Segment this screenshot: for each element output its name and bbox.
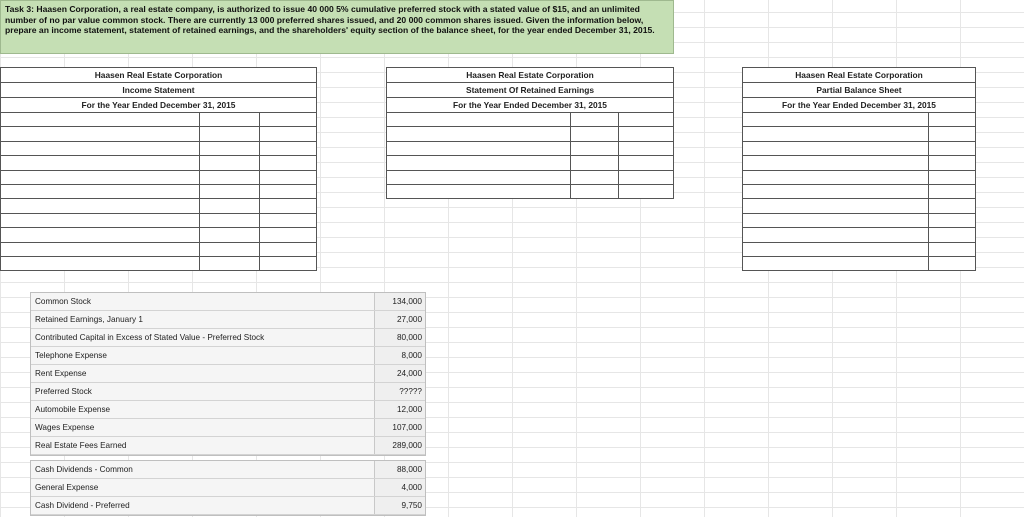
balance-sheet-cell[interactable] (929, 142, 975, 155)
income-statement-row (1, 127, 316, 141)
balance-sheet-row (743, 257, 975, 271)
account-label[interactable]: Cash Dividend - Preferred (31, 497, 375, 514)
income-statement-title[interactable]: Income Statement (1, 83, 316, 98)
balance-sheet-cell[interactable] (929, 243, 975, 256)
balance-sheet-row (743, 127, 975, 141)
account-value[interactable]: 8,000 (375, 347, 425, 364)
balance-sheet-cell[interactable] (743, 228, 929, 241)
retained-earnings-cell[interactable] (387, 142, 571, 155)
account-label[interactable]: Common Stock (31, 293, 375, 310)
balance-sheet-row (743, 171, 975, 185)
retained-earnings-row (387, 127, 673, 141)
retained-earnings-row (387, 113, 673, 127)
balance-sheet-cell[interactable] (743, 156, 929, 169)
balance-sheet-row (743, 199, 975, 213)
balance-sheet-block (742, 67, 976, 271)
account-value[interactable]: 88,000 (375, 461, 425, 478)
income-statement-period[interactable]: For the Year Ended December 31, 2015 (1, 98, 316, 113)
retained-earnings-cell[interactable] (619, 185, 673, 198)
income-statement-cell[interactable] (260, 257, 316, 270)
account-row (31, 437, 425, 455)
balance-sheet-company[interactable]: Haasen Real Estate Corporation (743, 68, 975, 83)
balance-sheet-cell[interactable] (743, 113, 929, 126)
balance-sheet-cell[interactable] (743, 142, 929, 155)
income-statement-cell[interactable] (1, 214, 200, 227)
balance-sheet-period[interactable]: For the Year Ended December 31, 2015 (743, 98, 975, 113)
retained-earnings-cell[interactable] (387, 171, 571, 184)
balance-sheet-cell[interactable] (743, 257, 929, 270)
balance-sheet-row (743, 156, 975, 170)
retained-earnings-company[interactable]: Haasen Real Estate Corporation (387, 68, 673, 83)
account-label[interactable]: Retained Earnings, January 1 (31, 311, 375, 328)
income-statement-cell[interactable] (1, 199, 200, 212)
income-statement-row (1, 228, 316, 242)
retained-earnings-cell[interactable] (387, 113, 571, 126)
income-statement-row (1, 185, 316, 199)
account-label[interactable]: Contributed Capital in Excess of Stated Value - Preferred Stock (31, 329, 375, 346)
account-value[interactable]: 12,000 (375, 401, 425, 418)
account-label[interactable]: Real Estate Fees Earned (31, 437, 375, 454)
retained-earnings-cell[interactable] (619, 142, 673, 155)
income-statement-cell[interactable] (260, 171, 316, 184)
account-row (31, 461, 425, 479)
retained-earnings-row (387, 156, 673, 170)
balance-sheet-cell[interactable] (929, 156, 975, 169)
income-statement-cell[interactable] (200, 214, 260, 227)
balance-sheet-cell[interactable] (743, 199, 929, 212)
retained-earnings-cell[interactable] (387, 185, 571, 198)
account-label[interactable]: Rent Expense (31, 365, 375, 382)
income-statement-cell[interactable] (1, 243, 200, 256)
income-statement-cell[interactable] (260, 243, 316, 256)
retained-earnings-cell[interactable] (571, 185, 619, 198)
account-label[interactable]: Telephone Expense (31, 347, 375, 364)
income-statement-row (1, 156, 316, 170)
account-row (31, 311, 425, 329)
income-statement-cell[interactable] (1, 228, 200, 241)
income-statement-cell[interactable] (1, 156, 200, 169)
income-statement-cell[interactable] (200, 243, 260, 256)
balance-sheet-cell[interactable] (929, 199, 975, 212)
income-statement-row (1, 214, 316, 228)
balance-sheet-row (743, 228, 975, 242)
income-statement-cell[interactable] (200, 228, 260, 241)
account-row (31, 419, 425, 437)
balance-sheet-cell[interactable] (929, 185, 975, 198)
balance-sheet-cell[interactable] (929, 113, 975, 126)
account-label[interactable]: Wages Expense (31, 419, 375, 436)
account-value[interactable]: 4,000 (375, 479, 425, 496)
income-statement-cell[interactable] (1, 142, 200, 155)
balance-sheet-cell[interactable] (743, 185, 929, 198)
account-row (31, 401, 425, 419)
balance-sheet-grid (742, 113, 976, 271)
income-statement-cell[interactable] (200, 156, 260, 169)
retained-earnings-block (386, 67, 674, 199)
balance-sheet-cell[interactable] (929, 228, 975, 241)
retained-earnings-grid (386, 113, 674, 199)
account-label[interactable]: Cash Dividends - Common (31, 461, 375, 478)
income-statement-cell[interactable] (260, 199, 316, 212)
income-statement-cell[interactable] (1, 185, 200, 198)
income-statement-cell[interactable] (1, 113, 200, 126)
income-statement-row (1, 257, 316, 271)
account-value[interactable]: 289,000 (375, 437, 425, 454)
account-label[interactable]: Preferred Stock (31, 383, 375, 400)
account-value[interactable]: 107,000 (375, 419, 425, 436)
account-row (31, 293, 425, 311)
income-statement-header (0, 67, 317, 113)
balance-sheet-cell[interactable] (929, 171, 975, 184)
balance-sheet-row (743, 185, 975, 199)
retained-earnings-cell[interactable] (619, 171, 673, 184)
balance-sheet-cell[interactable] (929, 257, 975, 270)
retained-earnings-cell[interactable] (387, 127, 571, 140)
account-label[interactable]: Automobile Expense (31, 401, 375, 418)
account-value[interactable]: 80,000 (375, 329, 425, 346)
account-value[interactable]: 9,750 (375, 497, 425, 514)
income-statement-cell[interactable] (200, 113, 260, 126)
account-list-2 (30, 460, 426, 516)
income-statement-cell[interactable] (200, 199, 260, 212)
income-statement-cell[interactable] (200, 257, 260, 270)
income-statement-cell[interactable] (260, 113, 316, 126)
retained-earnings-row (387, 185, 673, 199)
income-statement-cell[interactable] (200, 171, 260, 184)
account-value[interactable]: 27,000 (375, 311, 425, 328)
balance-sheet-cell[interactable] (743, 214, 929, 227)
balance-sheet-row (743, 113, 975, 127)
retained-earnings-cell[interactable] (571, 156, 619, 169)
balance-sheet-row (743, 142, 975, 156)
income-statement-row (1, 199, 316, 213)
account-row (31, 365, 425, 383)
balance-sheet-cell[interactable] (743, 171, 929, 184)
balance-sheet-cell[interactable] (743, 127, 929, 140)
balance-sheet-title[interactable]: Partial Balance Sheet (743, 83, 975, 98)
income-statement-cell[interactable] (260, 127, 316, 140)
account-row (31, 347, 425, 365)
account-row (31, 497, 425, 515)
retained-earnings-cell[interactable] (619, 156, 673, 169)
income-statement-row (1, 171, 316, 185)
retained-earnings-cell[interactable] (619, 113, 673, 126)
balance-sheet-cell[interactable] (929, 214, 975, 227)
retained-earnings-cell[interactable] (571, 113, 619, 126)
balance-sheet-header (742, 67, 976, 113)
income-statement-company[interactable]: Haasen Real Estate Corporation (1, 68, 316, 83)
income-statement-row (1, 113, 316, 127)
income-statement-block (0, 67, 317, 271)
income-statement-cell[interactable] (1, 171, 200, 184)
income-statement-grid (0, 113, 317, 271)
income-statement-cell[interactable] (260, 228, 316, 241)
account-value[interactable]: ????? (375, 383, 425, 400)
balance-sheet-row (743, 214, 975, 228)
retained-earnings-period[interactable]: For the Year Ended December 31, 2015 (387, 98, 673, 113)
retained-earnings-row (387, 142, 673, 156)
account-row (31, 479, 425, 497)
account-list-1 (30, 292, 426, 456)
retained-earnings-cell[interactable] (571, 127, 619, 140)
income-statement-cell[interactable] (260, 214, 316, 227)
income-statement-row (1, 243, 316, 257)
income-statement-cell[interactable] (200, 142, 260, 155)
balance-sheet-row (743, 243, 975, 257)
income-statement-cell[interactable] (1, 127, 200, 140)
account-label[interactable]: General Expense (31, 479, 375, 496)
income-statement-row (1, 142, 316, 156)
account-group-2 (30, 460, 426, 516)
income-statement-cell[interactable] (200, 127, 260, 140)
retained-earnings-row (387, 171, 673, 185)
account-row (31, 383, 425, 401)
retained-earnings-cell[interactable] (571, 171, 619, 184)
account-value[interactable]: 134,000 (375, 293, 425, 310)
retained-earnings-title[interactable]: Statement Of Retained Earnings (387, 83, 673, 98)
retained-earnings-cell[interactable] (387, 156, 571, 169)
income-statement-cell[interactable] (260, 156, 316, 169)
balance-sheet-cell[interactable] (743, 243, 929, 256)
retained-earnings-header (386, 67, 674, 113)
balance-sheet-cell[interactable] (929, 127, 975, 140)
retained-earnings-cell[interactable] (619, 127, 673, 140)
income-statement-cell[interactable] (1, 257, 200, 270)
task-instructions[interactable]: Task 3: Haasen Corporation, a real estate company, is authorized to issue 40 000 5% cumulative preferred stock with a stated value of $15, and an unlimited number of no par value common stock. There are currently 13 000 preferred shares issued, and 20 000 common shares issued. Given the information below, prepare an income statement, statement of retained earnings, and the shareholders' equity section of the balance sheet, for the year ended December 31, 2015. (0, 0, 674, 54)
account-value[interactable]: 24,000 (375, 365, 425, 382)
income-statement-cell[interactable] (260, 142, 316, 155)
account-group-1 (30, 292, 426, 456)
income-statement-cell[interactable] (200, 185, 260, 198)
income-statement-cell[interactable] (260, 185, 316, 198)
account-row (31, 329, 425, 347)
retained-earnings-cell[interactable] (571, 142, 619, 155)
